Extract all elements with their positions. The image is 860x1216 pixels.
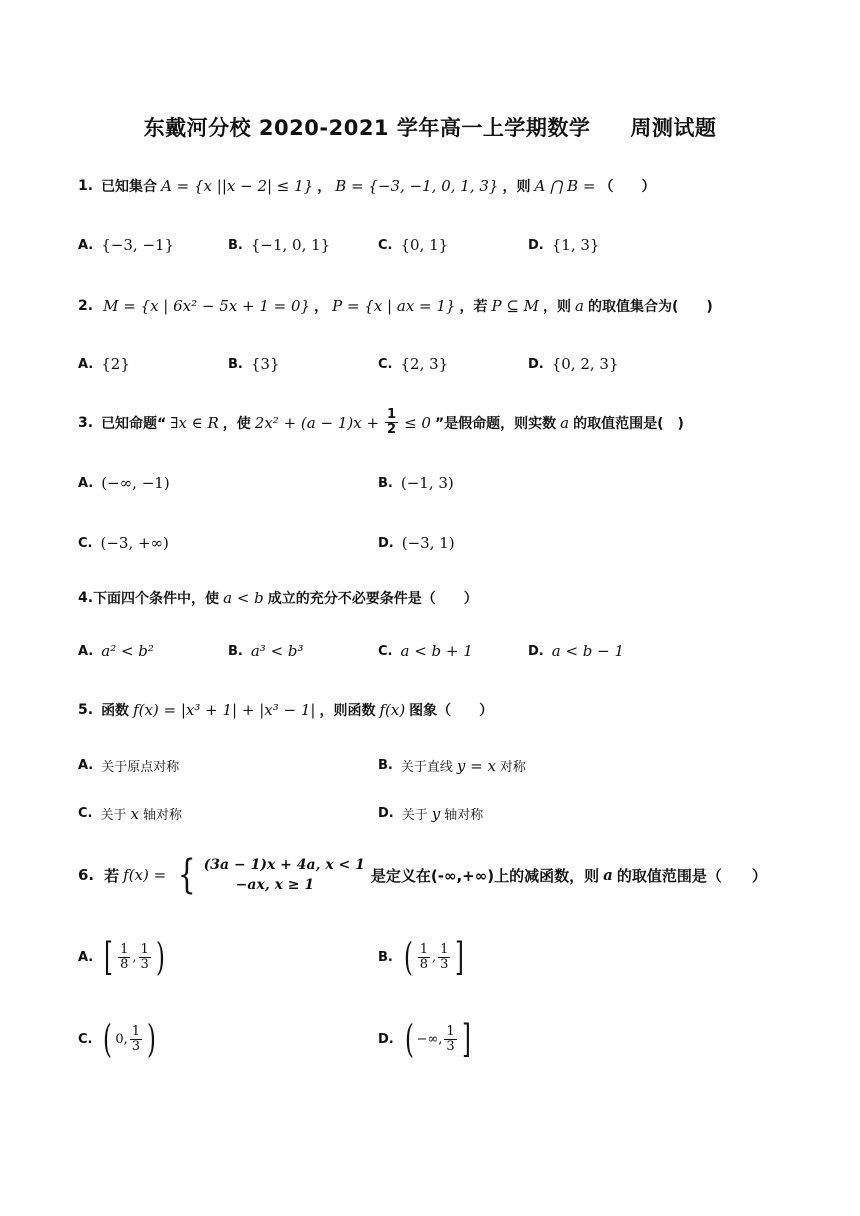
- option-value: a < b + 1: [400, 642, 473, 660]
- title-test-name: 周测试题: [630, 116, 717, 140]
- answer-blank: （ ）: [599, 179, 656, 195]
- option-b: B. 关于直线 y = x 对称: [378, 756, 526, 775]
- interval-value: ( −∞, $\frac{1}{3}$ ]: [404, 1017, 471, 1061]
- interval-value: [ $\frac{1}{8}$ , $\frac{1}{3}$ ): [104, 935, 165, 979]
- question-text: 下面四个条件中，使: [93, 591, 220, 607]
- option-value: (−3, +∞): [100, 534, 169, 552]
- question-number: 1.: [78, 178, 94, 194]
- option-value: (−∞, −1): [101, 474, 170, 492]
- math-set-a: A = {x ||x − 2| ≤ 1}: [161, 177, 314, 195]
- option-a: A. {−3, −1}: [78, 236, 175, 254]
- option-value: a³ < b³: [250, 642, 304, 660]
- question-text: 的取值范围是（ ）: [616, 866, 767, 885]
- question-3: [78, 408, 684, 437]
- option-value: {−3, −1}: [101, 236, 175, 254]
- question-text: ，则函数: [319, 703, 376, 719]
- interval-value: ( $\frac{1}{8}$ , $\frac{1}{3}$ ]: [403, 935, 465, 979]
- piecewise-brace: {: [178, 852, 196, 898]
- math-condition: P ⊆ M: [491, 297, 540, 315]
- option-value: (−1, 3): [400, 474, 454, 492]
- question-number: 5.: [78, 702, 94, 718]
- option-b: B. {3}: [228, 355, 280, 373]
- question-text: 已知集合: [101, 179, 158, 195]
- math-variable: a: [560, 413, 570, 432]
- math-exists: ∃x ∈ R: [170, 413, 219, 432]
- option-a: A. {2}: [78, 355, 130, 373]
- option-value: {0, 1}: [400, 236, 449, 254]
- option-c: C. (−3, +∞): [78, 534, 169, 552]
- question-text: 的取值集合为( ): [588, 299, 713, 315]
- question-2: [78, 296, 713, 316]
- option-c: C. 关于 x 轴对称: [78, 804, 182, 823]
- math-function-name: f(x): [379, 701, 406, 719]
- question-6: [78, 852, 767, 898]
- math-inequality-right: ≤ 0: [404, 413, 431, 432]
- question-text: 图象（ ）: [409, 703, 494, 719]
- question-text: 已知命题“: [101, 415, 167, 432]
- option-value: a² < b²: [101, 642, 154, 660]
- question-text: ，: [317, 179, 332, 195]
- fraction-one-half: $\frac{1}{2}$: [387, 407, 397, 437]
- question-5: [78, 700, 493, 720]
- option-d: D. {0, 2, 3}: [528, 355, 619, 373]
- question-text: ，: [314, 299, 329, 315]
- option-value: (−3, 1): [401, 534, 455, 552]
- option-value: {−1, 0, 1}: [250, 236, 331, 254]
- question-text: 若: [104, 866, 120, 885]
- page-title: [0, 112, 860, 142]
- question-text: ”是假命题，则实数: [434, 415, 557, 432]
- option-value: {0, 2, 3}: [551, 355, 619, 373]
- question-text: ，则: [502, 179, 531, 195]
- question-text: 是定义在(-∞,+∞)上的减函数，则: [370, 866, 600, 885]
- title-school-year: 东戴河分校 2020-2021 学年高一上学期数学: [143, 116, 591, 140]
- question-number: 6.: [78, 866, 95, 884]
- option-b: B. ( $\frac{1}{8}$ , $\frac{1}{3}$ ]: [378, 938, 467, 976]
- option-b: B. {−1, 0, 1}: [228, 236, 331, 254]
- option-a: A. [ $\frac{1}{8}$ , $\frac{1}{3}$ ): [78, 938, 168, 976]
- option-a: A. (−∞, −1): [78, 474, 170, 492]
- question-4: [78, 588, 478, 608]
- question-number: 3.: [78, 414, 94, 431]
- question-text: 成立的充分不必要条件是（ ）: [267, 591, 478, 607]
- question-text: 函数: [101, 703, 130, 719]
- option-d: D. {1, 3}: [528, 236, 600, 254]
- math-set-b: B = {−3, −1, 0, 1, 3}: [335, 177, 499, 195]
- math-variable: a: [575, 297, 584, 315]
- option-c: C. a < b + 1: [378, 642, 473, 660]
- option-d: D. ( −∞, $\frac{1}{3}$ ]: [378, 1020, 474, 1058]
- option-value: a < b − 1: [551, 642, 625, 660]
- math-function: f(x) = |x³ + 1| + |x³ − 1|: [133, 701, 316, 719]
- option-b: B. (−1, 3): [378, 474, 454, 492]
- question-text: ，使: [222, 415, 251, 432]
- piecewise-cases: [204, 855, 365, 895]
- math-function-name: f(x) =: [123, 866, 167, 884]
- option-value: {2}: [101, 355, 130, 373]
- piecewise-case-2: −ax, x ≥ 1: [235, 877, 315, 893]
- math-condition: a < b: [223, 589, 264, 607]
- option-value: {1, 3}: [551, 236, 600, 254]
- option-d: D. 关于 y 轴对称: [378, 804, 484, 823]
- option-a: A. a² < b²: [78, 642, 154, 660]
- piecewise-case-1: (3a − 1)x + 4a, x < 1: [203, 857, 365, 873]
- question-1: [78, 176, 656, 196]
- option-c: C. ( 0, $\frac{1}{3}$ ): [78, 1020, 159, 1058]
- question-text: 的取值范围是( ): [573, 415, 684, 432]
- option-d: D. (−3, 1): [378, 534, 455, 552]
- option-value: {2, 3}: [400, 355, 449, 373]
- question-number: 2.: [78, 298, 94, 314]
- math-variable: a: [603, 866, 613, 884]
- option-d: D. a < b − 1: [528, 642, 625, 660]
- option-b: B. a³ < b³: [228, 642, 304, 660]
- question-text: ，若: [459, 299, 488, 315]
- math-set-p: P = {x | ax = 1}: [332, 297, 456, 315]
- option-value: {3}: [250, 355, 280, 373]
- interval-value: ( 0, $\frac{1}{3}$ ): [103, 1017, 156, 1061]
- question-text: ，则: [543, 299, 572, 315]
- option-a: A. 关于原点对称: [78, 758, 180, 775]
- option-c: C. {2, 3}: [378, 355, 449, 373]
- math-expression: A ⋂ B =: [534, 177, 596, 195]
- math-set-m: M = {x | 6x² − 5x + 1 = 0}: [103, 297, 311, 315]
- option-c: C. {0, 1}: [378, 236, 449, 254]
- math-inequality-left: 2x² + (a − 1)x +: [254, 413, 380, 432]
- question-number: 4.: [78, 590, 94, 606]
